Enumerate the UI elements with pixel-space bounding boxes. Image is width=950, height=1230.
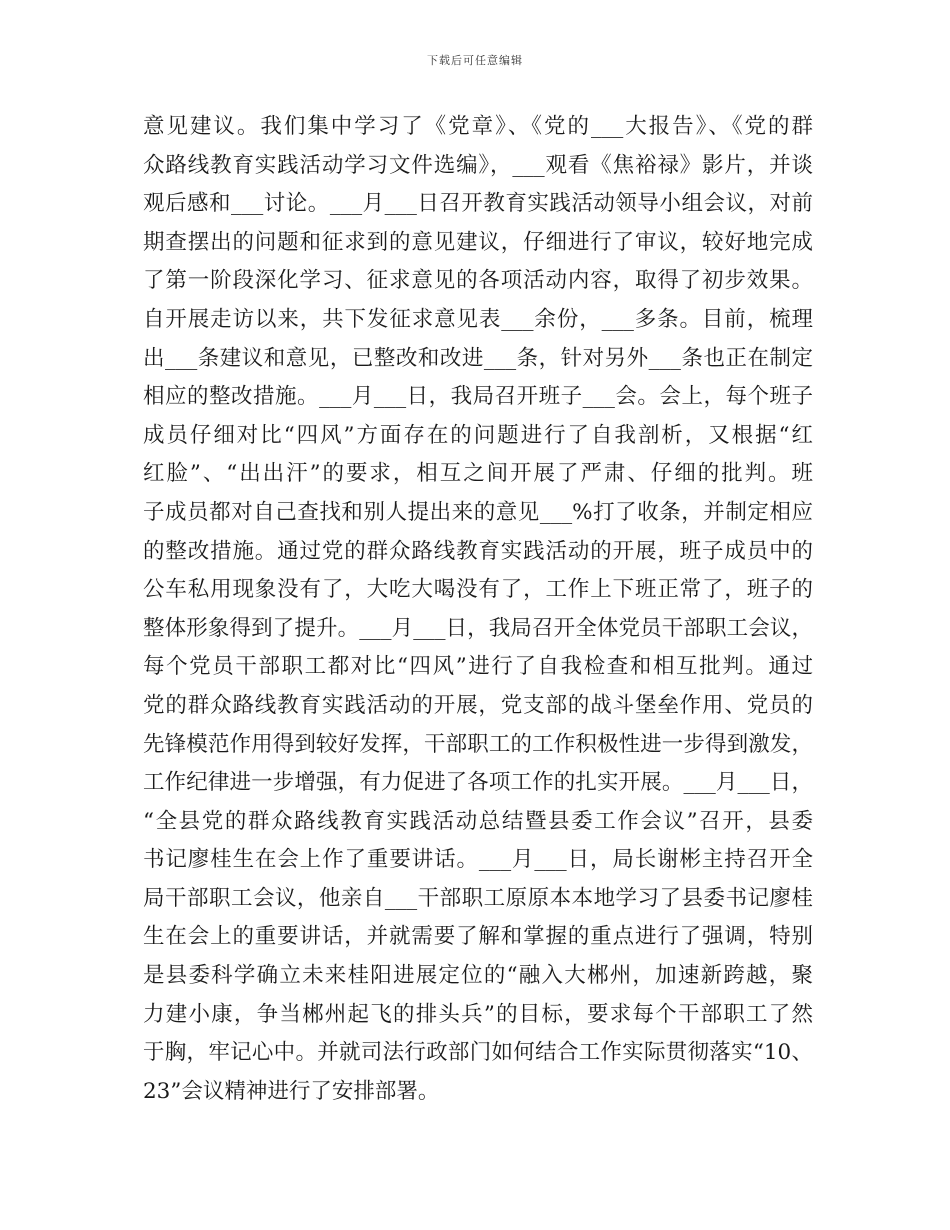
text-line: 的整改措施。通过党的群众路线教育实践活动的开展，班子成员中的 xyxy=(143,538,813,564)
text-line: 生在会上的重要讲话，并就需要了解和掌握的重点进行了强调，特别 xyxy=(143,924,813,950)
text-line: 期查摆出的问题和征求到的意见建议，仔细进行了审议，较好地完成 xyxy=(143,229,813,255)
text-line: 成员仔细对比“四风”方面存在的问题进行了自我剖析，又根据“红 xyxy=(143,422,813,448)
text-line: 公车私用现象没有了，大吃大喝没有了，工作上下班正常了，班子的 xyxy=(143,577,813,603)
text-line: 观后感和___讨论。___月___日召开教育实践活动领导小组会议，对前 xyxy=(143,191,813,217)
text-line: 出___条建议和意见，已整改和改进___条，针对另外___条也正在制定 xyxy=(143,345,813,371)
text-line: 众路线教育实践活动学习文件选编》，___观看《焦裕禄》影片，并谈 xyxy=(143,152,813,178)
text-line: 红脸”、“出出汗”的要求，相互之间开展了严肃、仔细的批判。班 xyxy=(143,461,813,487)
text-line: 相应的整改措施。___月___日，我局召开班子___会。会上，每个班子 xyxy=(143,384,813,410)
text-line: “全县党的群众路线教育实践活动总结暨县委工作会议”召开，县委 xyxy=(143,808,813,834)
text-line: 于胸，牢记心中。并就司法行政部门如何结合工作实际贯彻落实“10、 xyxy=(143,1040,813,1066)
text-line: 工作纪律进一步增强，有力促进了各项工作的扎实开展。___月___日， xyxy=(143,770,813,796)
text-line: 先锋模范作用得到较好发挥，干部职工的工作积极性进一步得到激发， xyxy=(143,731,813,757)
text-line: 了第一阶段深化学习、征求意见的各项活动内容，取得了初步效果。 xyxy=(143,268,813,294)
text-line: 23”会议精神进行了安排部署。 xyxy=(143,1078,440,1104)
text-line: 是县委科学确立未来桂阳进展定位的“融入大郴州，加速新跨越，聚 xyxy=(143,963,813,989)
text-line: 子成员都对自己查找和别人提出来的意见___%打了收条，并制定相应 xyxy=(143,499,813,525)
text-line: 力建小康，争当郴州起飞的排头兵”的目标，要求每个干部职工了然 xyxy=(143,1001,813,1027)
text-line: 书记廖桂生在会上作了重要讲话。___月___日，局长谢彬主持召开全 xyxy=(143,847,813,873)
text-line: 局干部职工会议，他亲自___干部职工原原本本地学习了县委书记廖桂 xyxy=(143,885,813,911)
page-header: 下载后可任意编辑 xyxy=(427,54,523,67)
text-line: 自开展走访以来，共下发征求意见表___余份，___多条。目前，梳理 xyxy=(143,306,813,332)
text-line: 每个党员干部职工都对比“四风”进行了自我检查和相互批判。通过 xyxy=(143,654,813,680)
text-line: 意见建议。我们集中学习了《党章》、《党的___大报告》、《党的群 xyxy=(143,114,813,139)
body-paragraph xyxy=(143,108,813,1111)
text-line: 整体形象得到了提升。___月___日，我局召开全体党员干部职工会议， xyxy=(143,615,813,641)
text-line: 党的群众路线教育实践活动的开展，党支部的战斗堡垒作用、党员的 xyxy=(143,692,813,718)
